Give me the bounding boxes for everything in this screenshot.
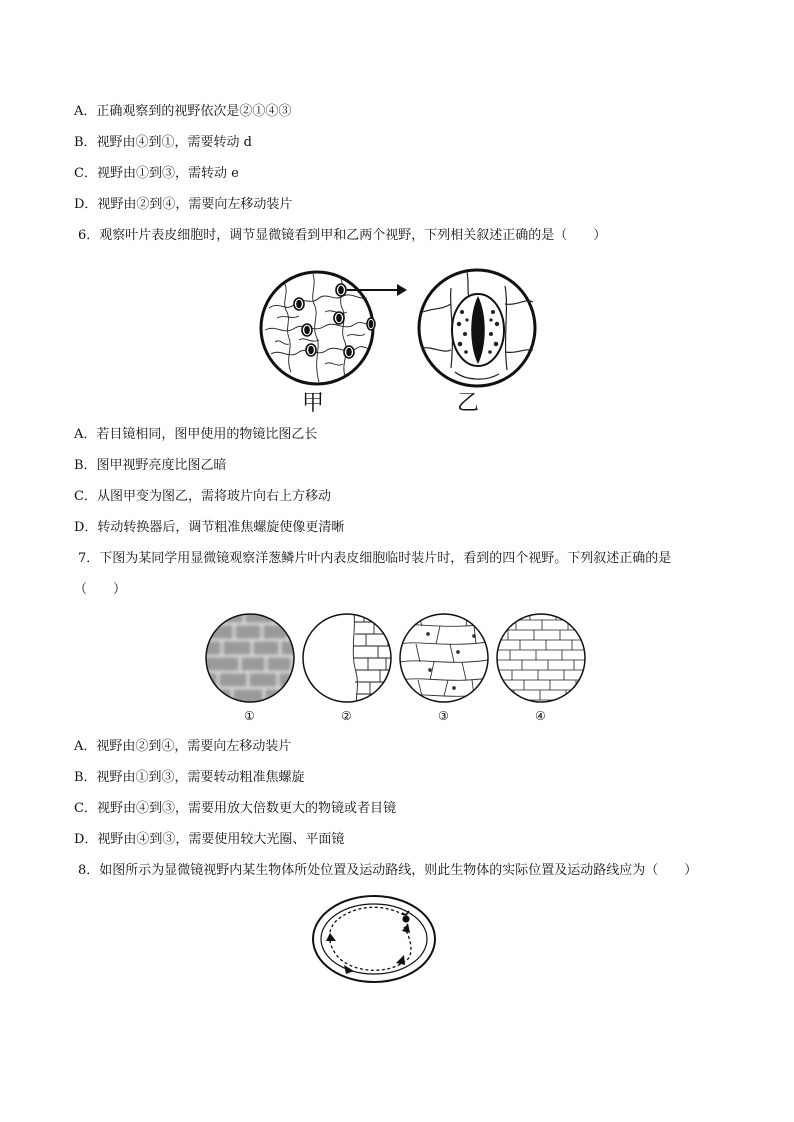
q6-option-b: B．图甲视野亮度比图乙暗 <box>74 458 227 473</box>
q7-label-2: ② <box>341 709 352 723</box>
q7-figure-onion-views <box>204 612 588 708</box>
q5-option-a: A．正确观察到的视野依次是②①④③ <box>74 104 292 119</box>
q7-view-2 <box>303 612 404 708</box>
q5-option-c: C．视野由①到③，需转动 e <box>74 166 239 181</box>
q7-option-b: B．视野由①到③，需要转动粗准焦螺旋 <box>74 770 305 785</box>
q7-label-4: ④ <box>535 709 546 723</box>
q7-label-3: ③ <box>438 709 449 723</box>
q7-stem: 7．下图为某同学用显微镜观察洋葱鳞片叶内表皮细胞临时装片时，看到的四个视野。下列叙述正确的是 <box>78 551 672 566</box>
q5-option-b: B．视野由④到①，需要转动 d <box>74 135 253 150</box>
q5-option-d: D．视野由②到④，需要向左移动装片 <box>74 197 293 212</box>
q7-view-1 <box>204 612 300 708</box>
q6-option-d: D．转动转换器后，调节粗准焦螺旋使像更清晰 <box>74 520 345 535</box>
q6-option-a: A．若目镜相同，图甲使用的物镜比图乙长 <box>74 427 318 442</box>
q7-label-1: ① <box>244 709 255 723</box>
q7-option-d: D．视野由④到③，需要使用较大光圈、平面镜 <box>74 832 345 847</box>
q7-view-4 <box>497 612 585 702</box>
q7-stem-continued: （ ） <box>74 582 127 597</box>
q7-option-a: A．视野由②到④，需要向左移动装片 <box>74 739 292 754</box>
q7-option-c: C．视野由④到③，需要用放大倍数更大的物镜或者目镜 <box>74 801 396 816</box>
q6-option-c: C．从图甲变为图乙，需将玻片向右上方移动 <box>74 489 331 504</box>
q7-view-3 <box>400 612 488 702</box>
q6-label-yi: 乙 <box>457 391 480 416</box>
q6-view-yi <box>419 270 535 386</box>
q6-view-jia <box>261 272 375 384</box>
q6-label-jia: 甲 <box>302 391 325 416</box>
q8-stem: 8．如图所示为显微镜视野内某生物体所处位置及运动路线，则此生物体的实际位置及运动路线应为（ ） <box>78 863 698 878</box>
q8-figure-motion-path <box>310 893 438 985</box>
q6-stem: 6．观察叶片表皮细胞时，调节显微镜看到甲和乙两个视野，下列相关叙述正确的是（ ） <box>78 228 607 243</box>
q6-figure-leaf-epidermis <box>255 268 545 418</box>
